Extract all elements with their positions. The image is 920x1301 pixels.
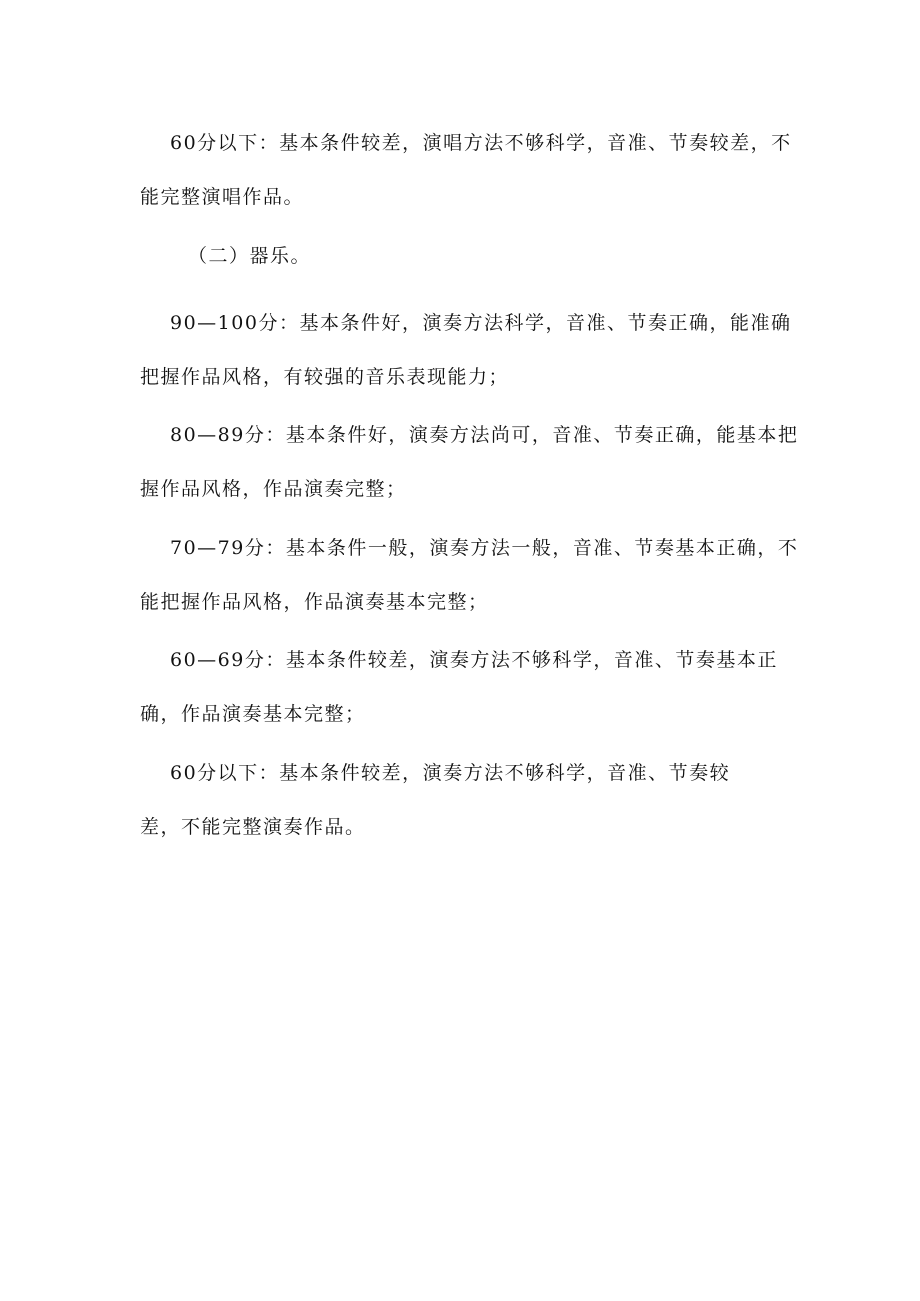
paragraph-line: 70—79分：基本条件一般，演奏方法一般，音准、节奏基本正确，不: [170, 537, 799, 559]
paragraph-line: 60分以下：基本条件较差，演奏方法不够科学，音准、节奏较: [170, 762, 731, 784]
paragraph-line: 能完整演唱作品。: [140, 186, 305, 208]
instrumental-score-60-69: [140, 633, 780, 741]
paragraph-line: 90—100分：基本条件好，演奏方法科学，音准、节奏正确，能准确: [170, 312, 792, 334]
instrumental-score-90-100: [140, 296, 792, 404]
paragraph-line: 60—69分：基本条件较差，演奏方法不够科学，音准、节奏基本正: [170, 649, 778, 671]
paragraph-line: 能把握作品风格，作品演奏基本完整；: [140, 591, 489, 613]
vocal-score-below-60: [140, 116, 792, 224]
instrumental-score-70-79: [140, 521, 799, 629]
section-heading-instrumental: （二）器乐。: [188, 245, 312, 267]
paragraph-line: 差，不能完整演奏作品。: [140, 816, 366, 838]
instrumental-score-80-89: [140, 408, 799, 516]
paragraph-line: 确，作品演奏基本完整；: [140, 703, 366, 725]
paragraph-line: 60分以下：基本条件较差，演唱方法不够科学，音准、节奏较差，不: [170, 132, 792, 154]
paragraph-line: 把握作品风格，有较强的音乐表现能力；: [140, 366, 510, 388]
instrumental-score-below-60: [140, 746, 780, 854]
paragraph-line: 握作品风格，作品演奏完整；: [140, 478, 407, 500]
paragraph-line: 80—89分：基本条件好，演奏方法尚可，音准、节奏正确，能基本把: [170, 424, 799, 446]
